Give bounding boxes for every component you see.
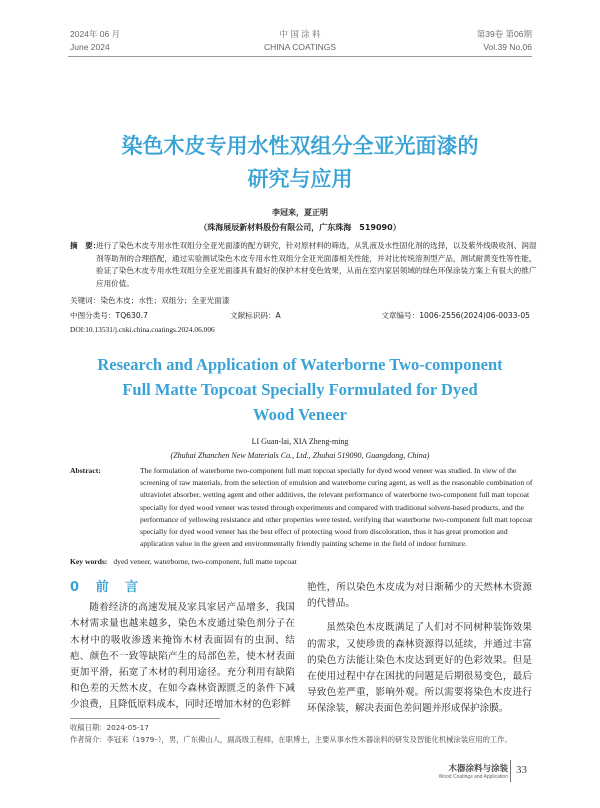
- title-cn: [0, 130, 600, 196]
- abstract-cn-text: 进行了染色木皮专用水性双组分全亚光面漆的配方研究，针对原材料的筛选，从乳液及水性固化剂的选择，以及紫外线吸收剂、润湿剂等助剂的合理搭配，通过实验测试染色木皮专用水性双组分全亚光面漆相关性能，并对比传统溶剂型产品，测试耐黄变性等性能，验证了染色木皮专用水性双组分全亚光面漆具有最好的保护木材变色效果，从而在室内家居领域的绿色环保涂装方案上有很大的推广应用价值。: [96, 241, 537, 288]
- header-volume-cn: 第39卷 第06期: [476, 29, 532, 39]
- footer-column-cn: 木器涂料与涂装: [448, 764, 508, 774]
- affiliation-en: (Zhuhai Zhanchen New Materials Co., Ltd., Zhuhai 519090, Guangdong, China): [170, 451, 430, 460]
- keywords-cn-text: 染色木皮；水性；双组分；全亚光面漆: [100, 296, 230, 305]
- authors-cn: 李冠来，夏正明: [272, 208, 328, 217]
- abstract-en-text: The formulation of waterborne two-component full matt topcoat specially for dyed wood veneer was studied. In view of the screening of raw materials, from the selection of emulsion and waterborne curing agent, as well as the reasonable combination of ultraviolet absorber, wetting agent and other additives, the relevant performance of waterborne two-component full matt topcoat specially for dyed wood veneer was tested through experiments and compared with traditional solvent-based products, and the performance of yellowing resistance and other properties were tested, verifying that waterborne two-component full matt topcoat specially for dyed wood veneer has the best effect of protecting wood from discoloration, thus it has great promotion and application value in the green and environmentally friendly painting scheme in the field of indoor furniture.: [140, 466, 533, 549]
- keywords-en-text: dyed veneer, waterborne, two-component, full matte topcoat: [113, 557, 297, 566]
- abstract-en-label: Abstract:: [70, 466, 101, 475]
- footer-column-en: Wood Coatings and Application: [438, 774, 508, 780]
- title-en-line3: Wood Veneer: [253, 405, 347, 424]
- page-number: 33: [516, 764, 527, 776]
- title-en-line2: Full Matte Topcoat Specially Formulated for Dyed: [122, 380, 478, 399]
- abstract-cn: [70, 240, 540, 290]
- body-paragraph: 虽然染色木皮既满足了人们对不同树种装饰效果的需求，又使珍贵的森林资源得以延续，并通过丰富的染色方法能让染色木皮达到更好的色彩效果。但是在使用过程中存在困扰的问题是后期很易变色，最后导致色差严重，影响外观。所以需要将染色木皮进行环保涂装，解决表面色差问题并形成保护涂膜。: [307, 622, 532, 715]
- keywords-cn: [70, 295, 229, 306]
- header-volume-en: Vol.39 No.06: [483, 42, 532, 52]
- body-column-left: [70, 580, 295, 714]
- title-en-line1: Research and Application of Waterborne Two-component: [97, 355, 503, 374]
- body-column-right: [307, 580, 532, 718]
- footer-divider: [510, 760, 511, 782]
- body-paragraph: 随着经济的高速发展及家具家居产品增多，我国木材需求量也越来越多，染色木皮通过染色剂分子在木材中的吸收渗透来掩饰木材表面固有的虫洞、结疤、颜色不一致等缺陷产生的局部色差，使木材表面更加平滑，拓宽了木材的利用途径。充分利用有缺陷和色差的天然木皮，在如今森林资源匮乏的条件下减少浪费，且降低原料成本，同时还增加木材的色彩鲜: [70, 602, 295, 711]
- body-paragraph-continued: 艳性，所以染色木皮成为对日渐稀少的天然林木资源的代替品。: [307, 582, 532, 610]
- footnote-received: 收稿日期：2024-05-17: [70, 723, 149, 732]
- authors-en: LI Guan-lai, XIA Zheng-ming: [251, 437, 349, 446]
- clc-number: 中图分类号：TQ630.7: [70, 311, 148, 320]
- document-code: 文献标识码：A: [230, 311, 281, 320]
- affiliation-cn: （珠海展辰新材料股份有限公司，广东珠海 519090）: [199, 223, 401, 232]
- abstract-en: [70, 465, 540, 550]
- footer-column-name: [439, 762, 508, 780]
- article-number: 文章编号：1006-2556(2024)06-0033-05: [381, 311, 530, 320]
- keywords-en-label: Key words:: [70, 557, 108, 566]
- header-journal-cn: 中 国 涂 料: [279, 29, 321, 39]
- keywords-cn-label: 关键词：: [70, 296, 101, 305]
- title-cn-line2: 研究与应用: [247, 167, 353, 191]
- header-date-en: June 2024: [70, 42, 110, 52]
- abstract-cn-label: 摘 要：: [70, 241, 101, 250]
- header-date-cn: 2024年 06 月: [70, 29, 121, 39]
- doi: DOI:10.13531/j.cnki.china.coatings.2024.06.006: [70, 325, 215, 334]
- header-divider: [68, 56, 532, 57]
- title-en: [0, 352, 600, 427]
- title-cn-line1: 染色木皮专用水性双组分全亚光面漆的: [121, 134, 479, 158]
- keywords-en: [70, 557, 297, 566]
- header-journal-en: CHINA COATINGS: [263, 42, 337, 52]
- header-volume: [477, 28, 532, 54]
- section-heading: 0 前 言: [70, 580, 145, 595]
- footnote-divider: [70, 718, 220, 719]
- footnote-author-bio: 作者简介：李冠来（1979–），男，广东佛山人，副高级工程师，在职博士，主要从事水性木器涂料的研发及智能化机械涂装应用的工作。: [70, 735, 512, 744]
